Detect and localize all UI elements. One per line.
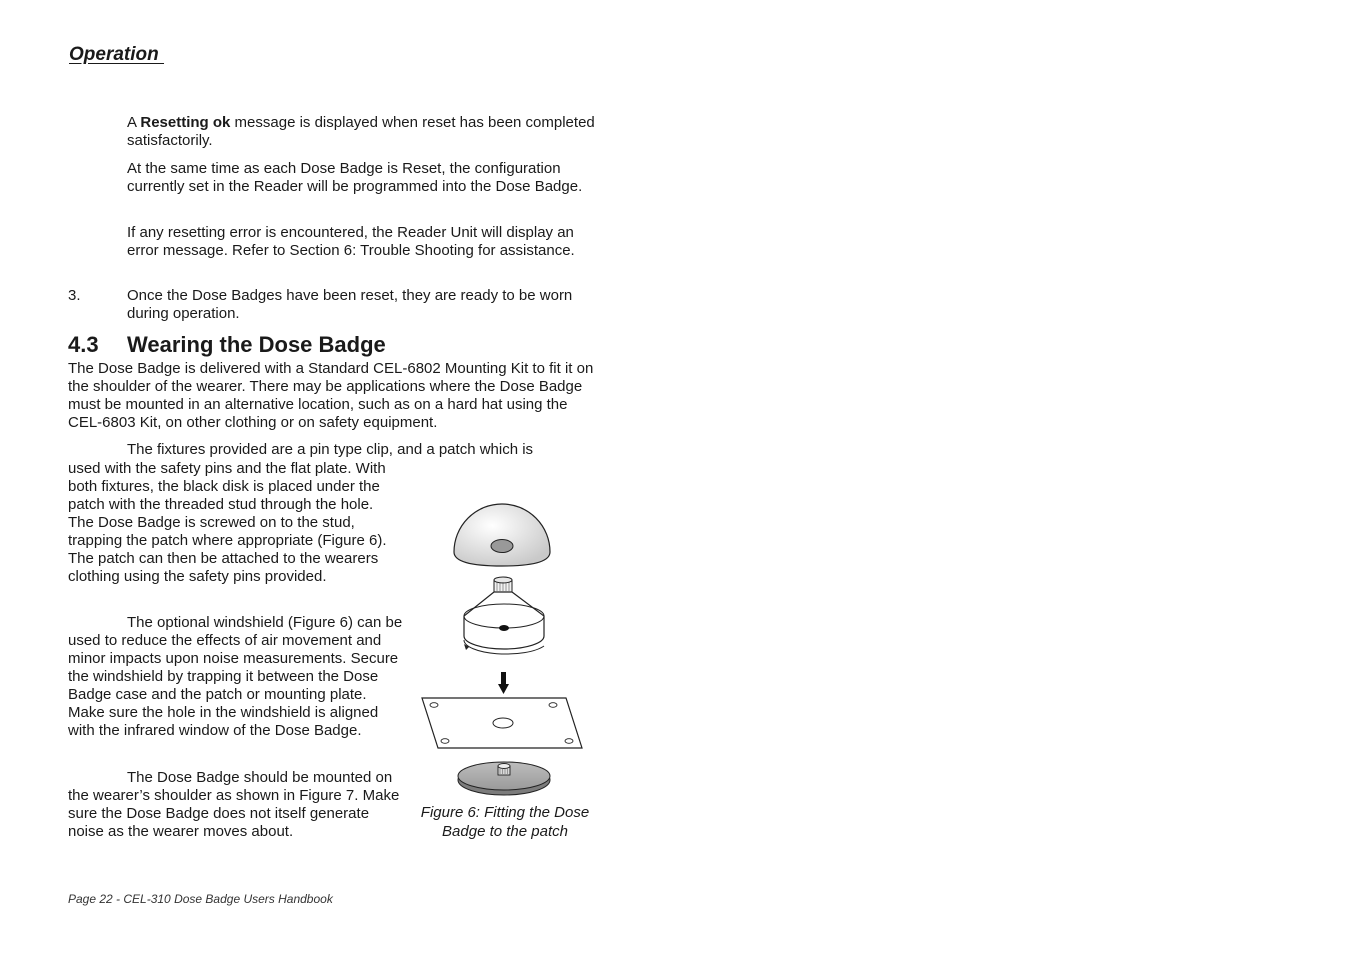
windshield-cone	[464, 577, 544, 654]
shoulder-text: The Dose Badge should be mounted on the wearer’s shoulder as shown in Figure 7. Make sure the Dose Badge does not itself generate noise as the wearer moves about.	[68, 769, 400, 840]
windshield-text: The optional windshield (Figure 6) can be used to reduce the effects of air movement and minor impacts upon noise measurements. Secure the windshield by trapping it between the Dose Badge case and the patch or mounting plate. Make sure the hole in the windshield is aligned with the infrared window of the Dose Badge.	[68, 614, 403, 739]
caption-line-1: Figure 6: Fitting the Dose	[420, 804, 590, 821]
reset-ok-suffix: message is displayed when reset has been completed satisfactorily.	[127, 114, 595, 149]
mounting-plate	[422, 698, 582, 748]
page-footer: Page 22 - CEL-310 Dose Badge Users Handbook	[68, 892, 333, 906]
dose-badge-dome	[454, 504, 550, 566]
shoulder-paragraph	[68, 769, 403, 841]
fitting-illustration	[414, 484, 594, 804]
fixtures-first-line	[68, 441, 568, 459]
caption-line-2: Badge to the patch	[442, 823, 568, 840]
threaded-disk	[458, 762, 550, 795]
windshield-paragraph	[68, 614, 403, 740]
down-arrow-icon	[498, 672, 509, 694]
fixtures-paragraph: used with the safety pins and the flat plate. With both fixtures, the black disk is placed under the patch with the threaded stud through the hole. The Dose Badge is screwed on to the stud, trapping the patch where appropriate (Figure 6). The patch can then be attached to the wearers clothing using the safety pins provided.	[68, 460, 387, 585]
section-header: Operation	[69, 44, 165, 65]
section-number: 4.3	[68, 332, 99, 357]
step-3-text: Once the Dose Badges have been reset, they are ready to be worn during operation.	[127, 287, 573, 322]
section-title: Wearing the Dose Badge	[127, 332, 386, 357]
section-heading	[68, 332, 386, 358]
figure-caption	[405, 803, 605, 841]
reset-ok-bold: Resetting ok	[140, 114, 231, 131]
reset-ok-prefix: A	[127, 114, 141, 131]
fixtures-line1: The fixtures provided are a pin type clip, and a patch which is	[127, 441, 534, 458]
step-number: 3.	[68, 287, 81, 304]
config-paragraph: At the same time as each Dose Badge is Reset, the configuration currently set in the Reader will be programmed into the Dose Badge.	[127, 160, 583, 195]
error-paragraph: If any resetting error is encountered, the Reader Unit will display an error message. Refer to Section 6: Trouble Shooting for assistance.	[127, 224, 575, 259]
intro-paragraph: The Dose Badge is delivered with a Standard CEL-6802 Mounting Kit to fit it on the shoulder of the wearer. There may be applications where the Dose Badge must be mounted in an alternative location, such as on a hard hat using the CEL-6803 Kit, on other clothing or on safety equipment.	[68, 360, 594, 431]
reset-ok-paragraph	[127, 114, 597, 150]
